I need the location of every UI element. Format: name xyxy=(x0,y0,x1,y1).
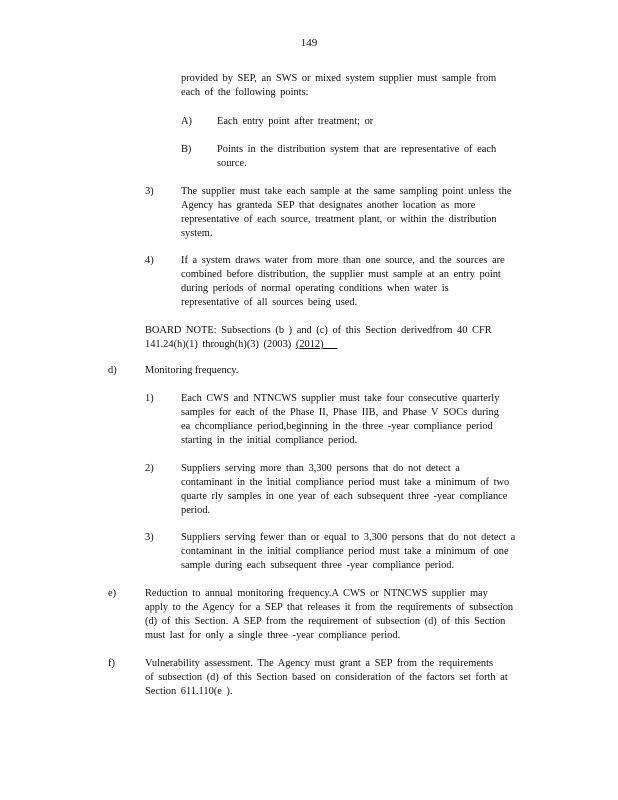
item-3-label: 3) xyxy=(145,186,154,197)
text-line: contaminant in the initial compliance period must take a minimum of two xyxy=(181,477,510,488)
subitem-b-label: B) xyxy=(181,144,192,155)
text-line: Vulnerability assessment. The Agency must grant a SEP from the requirements xyxy=(145,658,494,669)
text-line: representative of all sources being used. xyxy=(181,297,358,308)
intro-paragraph xyxy=(181,72,518,100)
text-line: of subsection (d) of this Section based on consideration of the factors set forth at xyxy=(145,672,508,683)
board-note xyxy=(145,324,517,352)
text-line: period. xyxy=(181,505,211,516)
board-note-line xyxy=(145,338,517,352)
item-d3-label: 3) xyxy=(145,532,154,543)
text-line: Points in the distribution system that are representative of each xyxy=(217,144,497,155)
text-line: each of the following points: xyxy=(181,87,309,98)
text-line: starting in the initial compliance period. xyxy=(181,435,358,446)
item-d1-label: 1) xyxy=(145,393,154,404)
text-line: must last for only a single three -year compliance period. xyxy=(145,630,401,641)
section-d-label: d) xyxy=(108,365,117,376)
item-d2-text xyxy=(181,462,535,518)
text-line: If a system draws water from more than one source, and the sources are xyxy=(181,255,505,266)
item-d1-text xyxy=(181,392,521,448)
item-4-text xyxy=(181,254,527,310)
text-line: Reduction to annual monitoring frequency.A CWS or NTNCWS supplier may xyxy=(145,588,488,599)
text-line: (d) of this Section. A SEP from the requirement of subsection (d) of this Section xyxy=(145,616,506,627)
text-line: contaminant in the initial compliance period must take a minimum of one xyxy=(181,546,509,557)
text-line: representative of each source, treatment plant, or within the distribution xyxy=(181,214,497,225)
section-e-text xyxy=(145,587,533,643)
section-d-heading: Monitoring frequency. xyxy=(145,365,239,376)
underline-extension xyxy=(324,339,338,350)
text-line: source. xyxy=(217,158,247,169)
section-f-label: f) xyxy=(108,658,115,669)
text-line: The supplier must take each sample at the same sampling point unless the xyxy=(181,186,512,197)
text-line: sample during each subsequent three -year compliance period. xyxy=(181,560,455,571)
section-f-text xyxy=(145,657,533,699)
text-line: system. xyxy=(181,228,213,239)
text-line: Agency has granteda SEP that designates another location as more xyxy=(181,200,476,211)
section-e-label: e) xyxy=(108,588,117,599)
text-line: apply to the Agency for a SEP that releases it from the requirements of subsection xyxy=(145,602,514,613)
text-line: quarte rly samples in one year of each subsequent three -year compliance xyxy=(181,491,508,502)
text-line: Suppliers serving more than 3,300 persons that do not detect a xyxy=(181,463,460,474)
subitem-a-text: Each entry point after treatment; or xyxy=(217,116,374,127)
board-note-line: BOARD NOTE: Subsections (b ) and (c) of this Section derivedfrom 40 CFR xyxy=(145,325,492,336)
board-note-citation: 141.24(h)(1) through(h)(3) (2003) xyxy=(145,339,296,350)
text-line: combined before distribution, the supplier must sample at an entry point xyxy=(181,269,501,280)
page-number: 149 xyxy=(300,37,318,49)
subitem-b-text xyxy=(217,143,517,171)
text-line: Suppliers serving fewer than or equal to 3,300 persons that do not detect a xyxy=(181,532,516,543)
item-4-label: 4) xyxy=(145,255,154,266)
text-line: samples for each of the Phase II, Phase IIB, and Phase V SOCs during xyxy=(181,407,499,418)
item-d3-text xyxy=(181,531,538,573)
subitem-a-label: A) xyxy=(181,116,192,127)
item-3-text xyxy=(181,185,536,241)
item-d2-label: 2) xyxy=(145,463,154,474)
text-line: during periods of normal operating conditions when water is xyxy=(181,283,449,294)
text-line: ea chcompliance period,beginning in the three -year compliance period xyxy=(181,421,493,432)
board-note-underlined-year: (2012) xyxy=(295,339,324,350)
text-line: Section 611.110(e ). xyxy=(145,686,233,697)
text-line: provided by SEP, an SWS or mixed system supplier must sample from xyxy=(181,73,497,84)
text-line: Each CWS and NTNCWS supplier must take four consecutive quarterly xyxy=(181,393,500,404)
